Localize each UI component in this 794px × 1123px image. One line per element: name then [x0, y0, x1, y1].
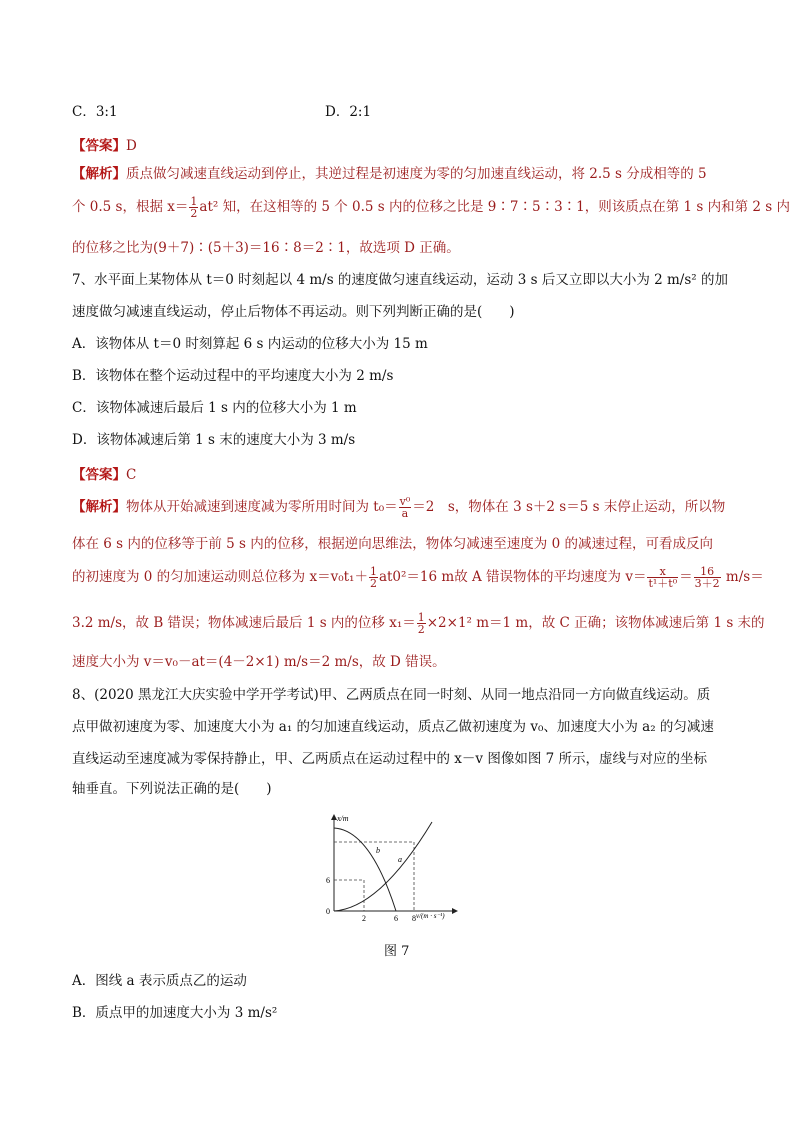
- analysis-text: 物体从开始减速到速度减为零所用时间为 t₀＝: [126, 499, 398, 515]
- x-axis-label: v/(m · s⁻¹): [416, 912, 445, 920]
- origin-label: 0: [326, 907, 330, 916]
- x-tick-8: 8: [412, 914, 416, 923]
- fraction: $\frac{\text{v⁰}}{a}$: [399, 495, 411, 520]
- x-axis-arrow-icon: [452, 908, 458, 914]
- analysis-text: at² 知，在这相等的 5 个 0.5 s 内的位移之比是 9∶7∶5∶3∶1，则该质点在第 1 s 内和第 2 s 内: [199, 199, 791, 215]
- fraction: $\frac{1}{2}$: [417, 611, 425, 636]
- y-axis-label: x/m: [337, 814, 349, 823]
- fraction: $\frac{16}{3+2}$: [694, 565, 720, 590]
- question-7-stem-1: 7、水平面上某物体从 t＝0 时刻起以 4 m/s 的速度做匀速直线运动，运动 3 s 后又立即以大小为 2 m/s² 的加: [72, 272, 728, 288]
- fraction: $\frac{x}{\text{t¹＋t⁰}}$: [648, 565, 678, 590]
- analysis-text: 质点做匀减速直线运动到停止，其逆过程是初速度为零的匀加速直线运动，将 2.5 s 分成相等的 5: [126, 166, 707, 182]
- curve-b: [334, 828, 396, 911]
- question-7-option-c: C．该物体减速后最后 1 s 内的位移大小为 1 m: [72, 400, 357, 416]
- curve-a: [334, 822, 432, 911]
- analysis-text: 3.2 m/s，故 B 错误；物体减速后最后 1 s 内的位移 x₁＝: [72, 615, 416, 631]
- analysis-text: 的初速度为 0 的匀加速运动则总位移为 x＝v₀t₁＋: [72, 569, 368, 585]
- analysis-6-line-3: 的位移之比为(9＋7)∶(5＋3)＝16∶8＝2∶1，故选项 D 正确。: [72, 240, 460, 256]
- figure-7-xv-graph: [320, 812, 460, 928]
- question-8-option-b: B．质点甲的加速度大小为 3 m/s²: [72, 1005, 278, 1021]
- option-c: C．3:1: [72, 104, 118, 120]
- analysis-6-line-2: [72, 196, 790, 219]
- analysis-7-line-5: 速度大小为 v＝v₀－at＝(4－2×1) m/s＝2 m/s，故 D 错误。: [72, 654, 446, 670]
- x-tick-6: 6: [394, 914, 398, 923]
- analysis-7-line-2: 体在 6 s 内的位移等于前 5 s 内的位移，根据逆向思维法，物体匀减速至速度为 0 的减速过程，可看成反向: [72, 536, 713, 552]
- analysis-tag: 【解析】: [72, 166, 126, 182]
- analysis-text: ＝: [679, 569, 693, 585]
- analysis-tag: 【解析】: [72, 499, 126, 515]
- x-tick-2: 2: [362, 914, 366, 923]
- figure-caption: 图 7: [384, 944, 410, 959]
- analysis-text: m/s＝: [721, 569, 764, 585]
- question-8-stem-1: 8、(2020 黑龙江大庆实验中学开学考试)甲、乙两质点在同一时刻、从同一地点沿同一方向做直线运动。质: [72, 687, 711, 703]
- analysis-text: 个 0.5 s，根据 x＝: [72, 199, 189, 215]
- analysis-text: ×2×1² m＝1 m，故 C 正确；该物体减速后第 1 s 末的: [426, 615, 765, 631]
- answer-row-6: [72, 134, 137, 154]
- answer-tag: 【答案】: [72, 467, 126, 483]
- fraction: $\frac{1}{2}$: [190, 195, 198, 220]
- curve-b-label: b: [376, 846, 380, 855]
- answer-tag: 【答案】: [72, 138, 126, 154]
- analysis-text: at0²＝16 m故 A 错误物体的平均速度为 v＝: [378, 569, 647, 585]
- question-8-stem-3: 直线运动至速度减为零保持静止，甲、乙两质点在运动过程中的 x－v 图像如图 7 所示，虚线与对应的坐标: [72, 751, 707, 767]
- fraction: $\frac{1}{2}$: [369, 565, 377, 590]
- analysis-6-line-1: [72, 164, 707, 184]
- analysis-7-line-3: [72, 566, 764, 589]
- question-7-option-b: B．该物体在整个运动过程中的平均速度大小为 2 m/s: [72, 368, 394, 384]
- y-tick-6: 6: [326, 876, 330, 885]
- question-7-option-a: A．该物体从 t＝0 时刻算起 6 s 内运动的位移大小为 15 m: [72, 336, 428, 352]
- analysis-7-line-4: [72, 612, 765, 635]
- curve-a-label: a: [398, 855, 402, 864]
- answer-value: D: [126, 138, 137, 154]
- analysis-text: ＝2 s，物体在 3 s＋2 s＝5 s 末停止运动，所以物: [412, 499, 726, 515]
- question-8-option-a: A．图线 a 表示质点乙的运动: [72, 973, 247, 989]
- answer-value: C: [126, 467, 137, 483]
- analysis-7-line-1: [72, 496, 725, 519]
- question-8-stem-4: 轴垂直。下列说法正确的是( ): [72, 781, 272, 797]
- question-8-stem-2: 点甲做初速度为零、加速度大小为 a₁ 的匀加速直线运动，质点乙做初速度为 v₀、加速度大小为 a₂ 的匀减速: [72, 719, 714, 735]
- question-7-stem-2: 速度做匀减速直线运动，停止后物体不再运动。则下列判断正确的是( ): [72, 304, 515, 320]
- answer-row-7: [72, 463, 136, 483]
- option-d: D．2:1: [325, 104, 372, 120]
- question-7-option-d: D．该物体减速后第 1 s 末的速度大小为 3 m/s: [72, 432, 356, 448]
